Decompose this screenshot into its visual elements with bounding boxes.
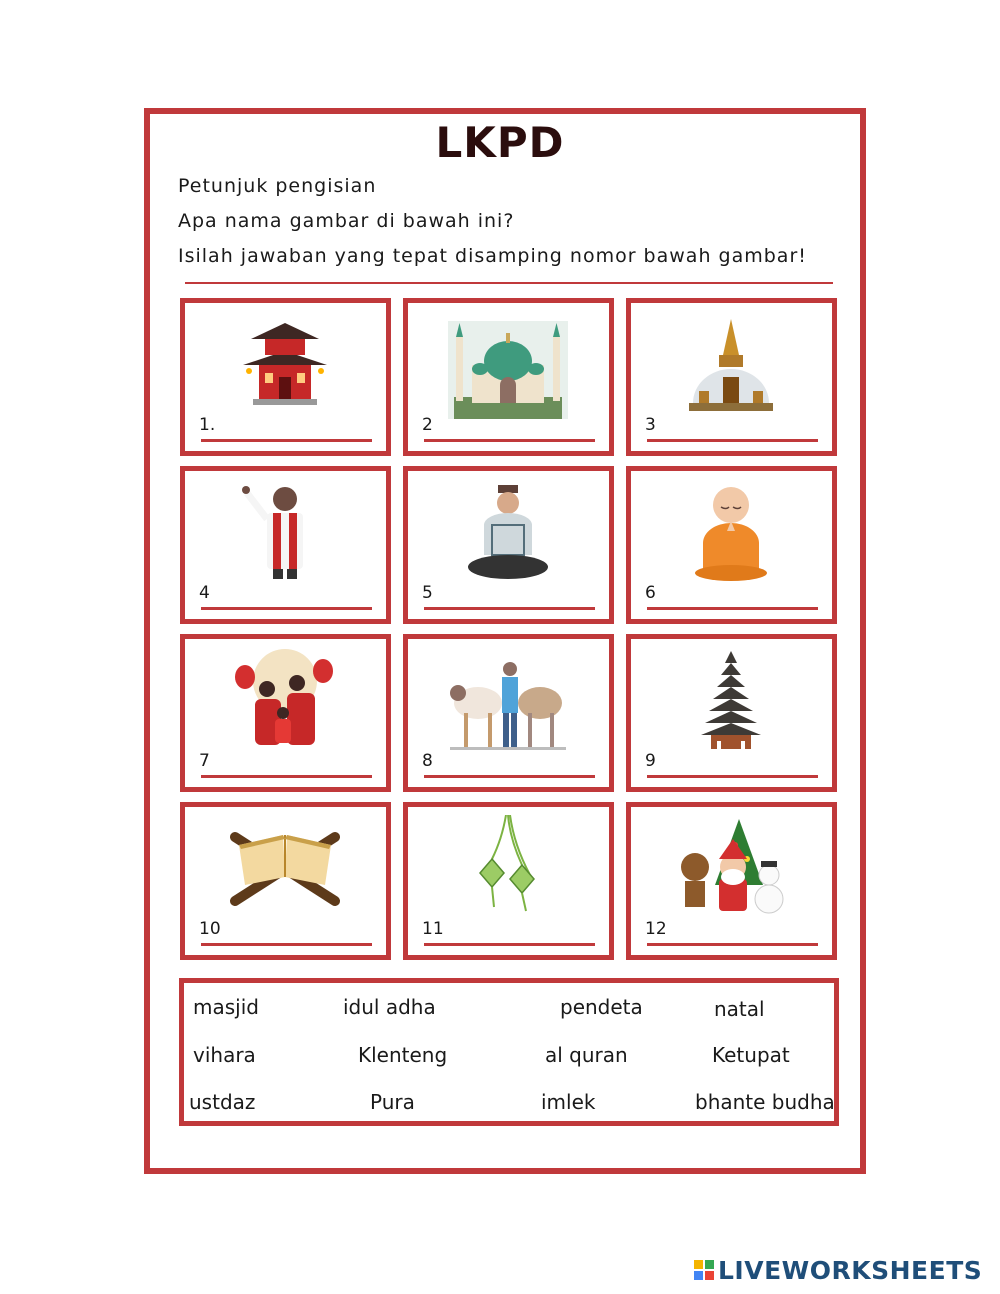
card-number: 1. — [199, 415, 216, 435]
imlek-family-icon — [225, 647, 345, 755]
picture-card-10 — [180, 802, 391, 960]
answer-line-3[interactable] — [647, 439, 818, 442]
picture-card-9 — [626, 634, 837, 792]
word-bank-item: ustdaz — [189, 1090, 256, 1114]
picture-card-7 — [180, 634, 391, 792]
word-bank-item: bhante budha — [695, 1090, 835, 1114]
card-number: 7 — [199, 751, 210, 771]
picture-card-3 — [626, 298, 837, 456]
card-number: 5 — [422, 583, 433, 603]
priest-icon — [225, 479, 345, 587]
instruction-task: Isilah jawaban yang tepat disamping nomor bawah gambar! — [178, 245, 807, 267]
word-bank-item: imlek — [541, 1090, 596, 1114]
quran-stand-icon — [225, 815, 345, 923]
picture-card-5 — [403, 466, 614, 624]
picture-card-2 — [403, 298, 614, 456]
pura-pagoda-icon — [671, 647, 791, 755]
answer-line-6[interactable] — [647, 607, 818, 610]
monk-icon — [671, 479, 791, 587]
brand-name: LIVEWORKSHEETS — [718, 1255, 983, 1285]
klenteng-temple-icon — [225, 311, 345, 419]
card-number: 8 — [422, 751, 433, 771]
christmas-santa-icon — [671, 815, 791, 923]
card-number: 3 — [645, 415, 656, 435]
card-number: 4 — [199, 583, 210, 603]
answer-line-11[interactable] — [424, 943, 595, 946]
picture-card-6 — [626, 466, 837, 624]
card-number: 12 — [645, 919, 667, 939]
picture-card-4 — [180, 466, 391, 624]
word-bank-item: vihara — [193, 1043, 256, 1067]
answer-line-12[interactable] — [647, 943, 818, 946]
word-bank-item: Ketupat — [712, 1043, 790, 1067]
cattle-idul-adha-icon — [448, 647, 568, 755]
page-title: LKPD — [435, 118, 565, 167]
answer-line-1[interactable] — [201, 439, 372, 442]
word-bank-item: masjid — [193, 995, 259, 1019]
instruction-heading: Petunjuk pengisian — [178, 175, 377, 197]
logo-grid-icon — [694, 1260, 714, 1280]
card-number: 2 — [422, 415, 433, 435]
card-number: 6 — [645, 583, 656, 603]
mosque-icon — [448, 311, 568, 419]
word-bank-item: Pura — [370, 1090, 415, 1114]
word-bank-item: pendeta — [560, 995, 643, 1019]
card-number: 10 — [199, 919, 221, 939]
picture-card-1 — [180, 298, 391, 456]
answer-line-2[interactable] — [424, 439, 595, 442]
ketupat-icon — [448, 815, 568, 923]
header-divider — [185, 282, 833, 284]
stupa-vihara-icon — [671, 311, 791, 419]
card-number: 11 — [422, 919, 444, 939]
answer-line-9[interactable] — [647, 775, 818, 778]
picture-card-11 — [403, 802, 614, 960]
answer-line-10[interactable] — [201, 943, 372, 946]
instruction-question: Apa nama gambar di bawah ini? — [178, 210, 515, 232]
word-bank-item: al quran — [545, 1043, 628, 1067]
card-number: 9 — [645, 751, 656, 771]
word-bank-item: idul adha — [343, 995, 436, 1019]
answer-line-5[interactable] — [424, 607, 595, 610]
word-bank-item: Klenteng — [358, 1043, 448, 1067]
answer-line-8[interactable] — [424, 775, 595, 778]
picture-card-8 — [403, 634, 614, 792]
answer-line-4[interactable] — [201, 607, 372, 610]
word-bank-item: natal — [714, 997, 765, 1021]
ustadz-icon — [448, 479, 568, 587]
liveworksheets-logo[interactable] — [694, 1255, 982, 1285]
answer-line-7[interactable] — [201, 775, 372, 778]
picture-card-12 — [626, 802, 837, 960]
